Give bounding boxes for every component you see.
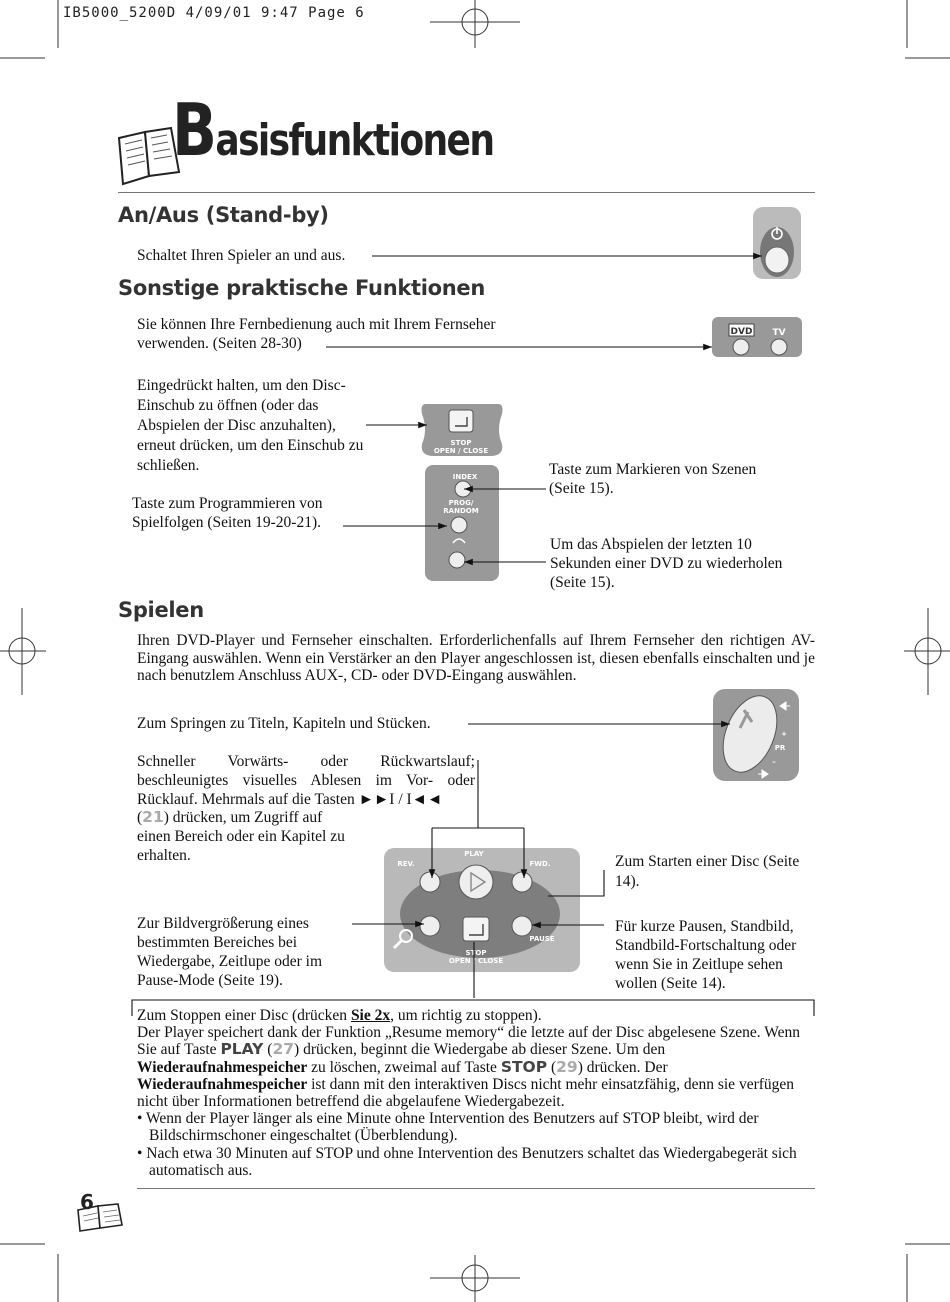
- standby-text: Schaltet Ihren Spieler an und aus.: [137, 247, 346, 264]
- index-label: INDEX: [452, 473, 478, 481]
- open-close-text: Eingedrückt halten, um den Disc-Einschub zu öffnen (oder das Abspielen der Disc anzuhalten), erneut drücken, um den Einschub zu schließen.: [137, 377, 364, 474]
- other-functions-heading: Sonstige praktische Funktionen: [118, 276, 486, 300]
- tv-remote-text: Sie können Ihre Fernbedienung auch mit Ihrem Fernseher verwenden. (Seiten 28-30): [137, 316, 496, 352]
- page-title-rest: asisfunktionen: [215, 115, 494, 166]
- stop-line-1: [137, 1007, 807, 1024]
- resume-memory-term-2: Wiederaufnahmespeicher: [137, 1075, 308, 1093]
- pr-label: PR: [774, 744, 786, 752]
- resume-line-3: ) drücken, beginnt die Wiedergabe ab dieser Szene. Um den: [294, 1041, 666, 1059]
- stop-key-number: 29: [556, 1057, 578, 1076]
- list-item: • Nach etwa 30 Minuten auf STOP und ohne Intervention des Benutzers schaltet das Wiedergabegerät sich automatisch aus.: [137, 1144, 797, 1179]
- pause-label: PAUSE: [529, 935, 555, 943]
- page-number: 6: [80, 1190, 94, 1214]
- tv-label: TV: [772, 328, 786, 338]
- index-text: Taste zum Markieren von Szenen (Seite 15).: [549, 461, 757, 497]
- stop-twice-emphasis: Sie 2x: [350, 1007, 391, 1024]
- pause-text: Für kurze Pausen, Standbild, Standbild-Fortschaltung oder wenn Sie in Zeitlupe sehen wollen (Seite 14).: [615, 918, 797, 992]
- zoom-text: Zur Bildvergrößerung eines bestimmten Bereiches bei Wiedergabe, Zeitlupe oder im Pause-Mode (Seite 19).: [137, 915, 323, 989]
- stop-line-1c: , um richtig zu stoppen).: [390, 1007, 542, 1024]
- list-item: • Wenn der Player länger als eine Minute ohne Intervention des Benutzers auf STOP bleibt, wird der Bildschirmschoner eingeschaltet (Überblendung).: [137, 1110, 759, 1145]
- open-close-label-1: OPEN / CLOSE: [433, 447, 489, 455]
- open-close-label-2: OPEN / CLOSE: [448, 957, 504, 965]
- resume-memory-paragraph: Der Player speichert dank der Funktion „Resume memory“ die letzte auf der Disc abgelesene Szene. Wenn Sie auf Taste PLAY (27) drücken, beginnt die Wiedergabe ab dieser Szene. Um den Wiederaufnahmespeicher zu löschen, zweimal auf Taste STOP (29) drücken. Der Wiederaufnahmespeicher ist dann mit den interaktiven Discs nicht mehr einsatzfähig, denn sie verfügen nicht über Informationen betreffend die abgelaufene Wiedergabezeit.: [137, 1024, 801, 1111]
- resume-line-5: ) drücken. Der: [577, 1058, 668, 1076]
- resume-line-2: Der Player speichert dank der Funktion „Resume memory“ die letzte auf der Disc abgelesene Szene. Wenn Sie auf Taste: [137, 1024, 801, 1059]
- stop-line-1a: Zum Stoppen einer Disc (drücken: [137, 1007, 351, 1024]
- play-heading: Spielen: [118, 598, 204, 622]
- resume-line-6: ist dann mit den interaktiven Discs nicht mehr einsatzfähig, denn sie verfügen nicht über Informationen betreffend die abgelaufene Wiedergabezeit.: [137, 1075, 795, 1111]
- standby-heading: An/Aus (Stand-by): [118, 203, 329, 227]
- fast-forward-text-main: Schneller Vorwärts- oder Rückwartslauf; beschleunigtes visuelles Ablesen im Vor- oder Rücklauf. Mehrmals auf die Tasten ►►I / I◄◄: [137, 753, 475, 808]
- resume-line-4: zu löschen, zweimal auf Taste: [307, 1058, 501, 1076]
- minus-label: –: [772, 758, 776, 766]
- replay-text: Um das Abspielen der letzten 10 Sekunden einer DVD zu wiederholen (Seite 15).: [550, 536, 783, 591]
- fwd-label: FWD.: [529, 860, 551, 868]
- stop-info-block: [137, 1007, 807, 1179]
- rev-label: REV.: [397, 860, 415, 868]
- page-title-initial: B: [172, 88, 216, 172]
- random-label: RANDOM: [443, 507, 479, 515]
- fast-forward-key-number: 21: [142, 808, 164, 826]
- stop-label-2: STOP: [465, 949, 487, 957]
- stop-notes-list: [137, 1110, 807, 1179]
- skip-text: Zum Springen zu Titeln, Kapiteln und Stücken.: [137, 715, 431, 732]
- start-disc-text: Zum Starten einer Disc (Seite 14).: [615, 853, 800, 890]
- fast-forward-text-rest: ) drücken, um Zugriff auf einen Bereich oder ein Kapitel zu erhalten.: [137, 809, 345, 864]
- play-key-number: 27: [272, 1040, 295, 1059]
- print-slug: IB5000_5200D 4/09/01 9:47 Page 6: [63, 5, 365, 21]
- play-key-label: PLAY: [220, 1040, 264, 1059]
- prog-label: PROG/: [448, 499, 474, 507]
- plus-label: +: [781, 730, 787, 738]
- bottom-divider: [137, 1188, 815, 1189]
- program-text: Taste zum Programmieren von Spielfolgen (Seiten 19-20-21).: [132, 495, 323, 531]
- stop-label-1: STOP: [450, 439, 472, 447]
- dvd-label: DVD: [730, 327, 753, 337]
- fast-forward-text-cont: (21) drücken, um Zugriff auf einen Bereich oder ein Kapitel zu erhalten.: [137, 808, 345, 864]
- stop-key-label: STOP: [500, 1057, 548, 1076]
- resume-memory-term-1: Wiederaufnahmespeicher: [137, 1058, 308, 1076]
- play-intro-text: Ihren DVD-Player und Fernseher einschalten. Erforderlichenfalls auf Ihrem Fernseher den richtigen AV-Eingang auswählen. Wenn ein Verstärker an den Player angeschlossen ist, diesen ebenfalls einschalten und je nach benutzlem Anschluss AUX-, CD- oder DVD-Eingang auswählen.: [137, 632, 815, 684]
- play-label: PLAY: [464, 850, 484, 858]
